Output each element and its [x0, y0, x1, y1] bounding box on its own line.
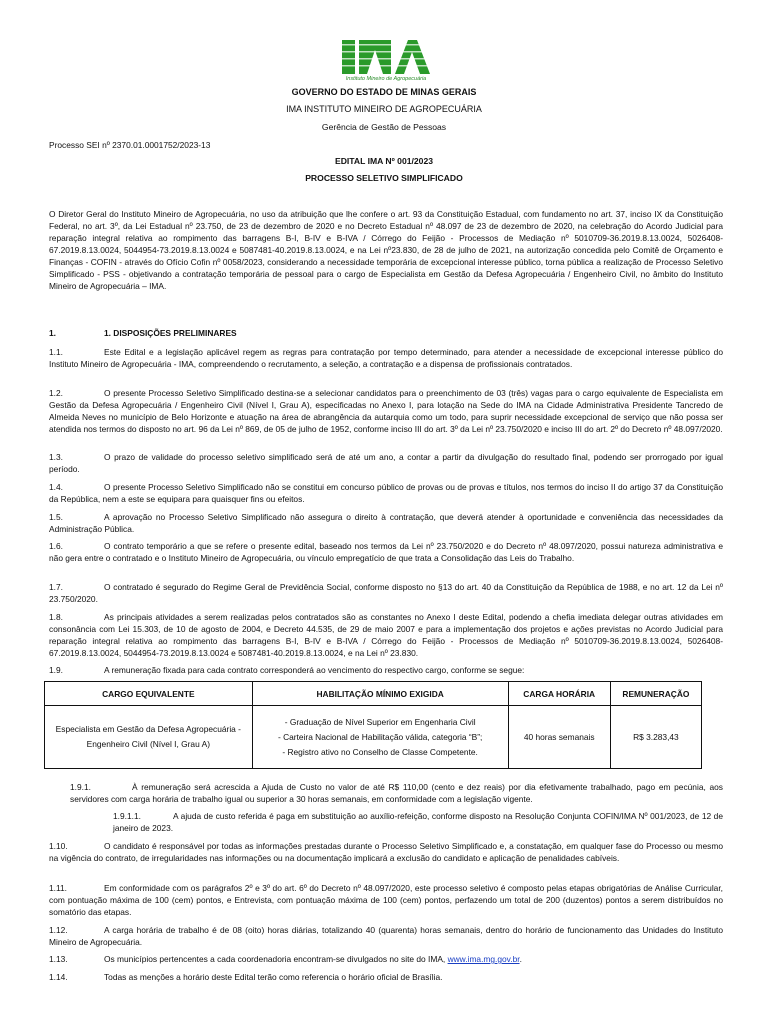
item-text: A carga horária de trabalho é de 08 (oito) horas diárias, totalizando 40 (quarenta) horas semanais, dentro do horário de funcionamento das Unidades do Instituto Mineiro de Agropecuária. [49, 925, 723, 947]
requirement-2: - Carteira Nacional de Habilitação válida, categoria “B”; [277, 731, 483, 742]
item-1-8 [49, 611, 723, 659]
table-header-carga: CARGA HORÁRIA [508, 682, 610, 706]
requirement-1: - Graduação de Nível Superior em Engenharia Civil [284, 716, 476, 727]
requirement-3: - Registro ativo no Conselho de Classe Competente. [282, 746, 478, 757]
item-number: 1.10. [49, 841, 68, 851]
item-text: A ajuda de custo referida é paga em substituição ao auxílio-refeição, conforme disposto na Resolução Conjunta COFIN/IMA Nº 001/2023, de 12 de janeiro de 2023. [113, 811, 723, 833]
item-1-5 [49, 511, 723, 535]
item-number: 1.9.1. [70, 782, 91, 792]
item-number: 1.1. [49, 347, 63, 357]
item-1-6 [49, 540, 723, 564]
item-text: A remuneração fixada para cada contrato corresponderá ao vencimento do respectivo cargo, conforme se segue: [104, 665, 525, 675]
item-end: . [519, 954, 522, 964]
table-header-cargo: CARGO EQUIVALENTE [45, 682, 253, 706]
table-row [45, 706, 702, 769]
item-number: 1.4. [49, 482, 63, 492]
item-text: A aprovação no Processo Seletivo Simplificado não assegura o direito à contratação, que deverá atender à oportunidade e conveniência das necessidades da Administração Pública. [49, 512, 723, 534]
header-government: GOVERNO DO ESTADO DE MINAS GERAIS [291, 87, 477, 97]
edital-subtitle: PROCESSO SELETIVO SIMPLIFICADO [305, 173, 463, 183]
ima-logo [340, 38, 432, 86]
item-number: 1.14. [49, 972, 68, 982]
item-1-14 [49, 971, 723, 983]
item-number: 1.8. [49, 612, 63, 622]
item-1-9-1-1 [113, 810, 723, 834]
intro-paragraph: O Diretor Geral do Instituto Mineiro de Agropecuária, no uso da atribuição que lhe confere o art. 93 da Constituição Estadual, com fundamento no art. 37, inciso IX da Constituição Federal, no art. 3º, da Lei Estadual nº 23.750, de 23 de dezembro de 2020 e no Decreto Estadual nº 48.097 de 23 de dezembro de 2020, na celebração do Acordo Judicial para reparação integral relativa ao rompimento das barragens B-I, B-IV e B-IVA / Córrego do Feijão - Processos de Mediação nº 5010709-36.2019.8.13.0024, 5026408-67.2019.8.13.0024, 5044954-73.2019.8.13.0024 e 5087481-40.2019.8.13.0024, e na Lei nº23.830, de 28 de julho de 2021, na autorização concedida pelo Comitê de Orçamento e Finanças - COFIN - através do Ofício Cofin nº 0058/2023, considerando a necessidade temporária de excepcional interesse público, torna pública a realização de Processo Seletivo Simplificado - PSS - objetivando a contratação temporária de pessoal para o cargo de Especialista em Gestão da Defesa Agropecuária / Engenheiro Civil, no âmbito do Instituto Mineiro de Agropecuária – IMA. [49, 209, 723, 291]
item-text: Este Edital e a legislação aplicável regem as regras para contratação por tempo determinado, para atender a necessidade de excepcional interesse público do Instituto Mineiro de Agropecuária - IMA, compreendendo o recrutamento, a seleção, a contratação e a dispensa de profissionais contratados. [49, 347, 723, 369]
item-number: 1.12. [49, 925, 68, 935]
item-number: 1.6. [49, 541, 63, 551]
cell-habilitacao [252, 706, 508, 769]
item-text: O presente Processo Seletivo Simplificado destina-se a selecionar candidatos para o preenchimento de 03 (três) vagas para o cargo equivalente de Especialista em Gestão da Defesa Agropecuária / Engenheiro Civil (Nível I, Grau A), especificadas no Anexo I, para lotação na Sede do IMA na Cidade Administrativa Presidente Tancredo de Almeida Neves no município de Belo Horizonte e atuação na área de abrangência da autarquia como um todo, para suprir necessidade excepcional de serviço que não possa ser atendida nos termos do disposto no art. 96 da Lei nº 869, de 05 de julho de 1952, conforme inciso III do art. 3º da Lei nº 23.750/2020 e inciso III do art. 2º do Decreto nº 48.097/2020. [49, 388, 723, 434]
logo-subtitle: Instituto Mineiro de Agropecuária [345, 76, 427, 82]
item-1-3 [49, 451, 723, 475]
item-text: As principais atividades a serem realizadas pelos contratados são as constantes no Anexo I deste Edital, podendo a chefia imediata delegar outras atividades em consonância com Lei 15.303, de 10 de agosto de 2004, e Decreto 44.535, de 29 de maio 2007 e para a implementação dos projetos e ações previstas no Acordo Judicial para reparação integral relativa ao rompimento das barragens B-I, B-IV e B-IVA / Córrego do Feijão - Processos de Mediação nº 5010709-36.2019.8.13.0024, 5026408-67.2019.8.13.0024, 5044954-73.2019.8.13.0024 e 5087481-40.2019.8.13.0024, e na Lei nº 23.830. [49, 612, 723, 658]
header-institute: IMA INSTITUTO MINEIRO DE AGROPECUÁRIA [286, 104, 482, 114]
section-heading [49, 327, 723, 339]
table-header-remuneracao: REMUNERAÇÃO [610, 682, 701, 706]
item-number: 1.3. [49, 452, 63, 462]
item-number: 1.2. [49, 388, 63, 398]
edital-title: EDITAL IMA Nº 001/2023 [334, 156, 434, 166]
section-number: 1. [49, 328, 56, 338]
cell-carga: 40 horas semanais [508, 706, 610, 769]
process-number: Processo SEI nº 2370.01.0001752/2023-13 [49, 140, 211, 150]
item-1-12 [49, 924, 723, 948]
item-1-4 [49, 481, 723, 505]
item-text: Todas as menções a horário deste Edital terão como referencia o horário oficial de Brasília. [104, 972, 443, 982]
table-header-habilitacao: HABILITAÇÃO MÍNIMO EXIGIDA [252, 682, 508, 706]
item-number: 1.7. [49, 582, 63, 592]
item-text: O candidato é responsável por todas as informações prestadas durante o Processo Seletivo Simplificado e, a constatação, em qualquer fase do Processo ou mesmo na vigência do contrato, de irregularidades nas informações ou na documentação implicará a exclusão do candidato e aplicação de penalidades cabíveis. [49, 841, 723, 863]
item-1-9-1 [70, 781, 723, 805]
item-1-13 [49, 953, 723, 965]
item-number: 1.9.1.1. [113, 811, 141, 821]
item-text: O presente Processo Seletivo Simplificado não se constitui em concurso público de provas ou de provas e títulos, nos termos do inciso II do artigo 37 da Constituição da República, nem a este se equipara para quaisquer fins ou efeitos. [49, 482, 723, 504]
remuneration-table [44, 681, 702, 769]
item-number: 1.9. [49, 665, 63, 675]
item-1-11 [49, 882, 723, 918]
item-text: À remuneração será acrescida a Ajuda de Custo no valor de até R$ 110,00 (cento e dez reais) por dia efetivamente trabalhado, pago em pecúnia, aos servidores com carga horária de trabalho igual ou superior a 30 horas semanais, em conformidade com a legislação vigente. [70, 782, 723, 804]
item-text: Em conformidade com os parágrafos 2º e 3º do art. 6º do Decreto nº 48.097/2020, este processo seletivo é composto pelas etapas obrigatórias de Análise Curricular, com pontuação máxima de 100 (cem) pontos, e Entrevista, com pontuação máxima de 100 (cem) pontos, perfazendo um total de 200 (duzentos) pontos a serem distribuídos no somatório das etapas. [49, 883, 723, 917]
table-header-row [45, 682, 702, 706]
item-number: 1.5. [49, 512, 63, 522]
item-1-1 [49, 346, 723, 370]
ima-logo-icon [340, 38, 432, 76]
item-1-7 [49, 581, 723, 605]
ima-website-link[interactable]: www.ima.mg.gov.br [447, 954, 520, 964]
item-number: 1.11. [49, 883, 68, 893]
item-text: O contratado é segurado do Regime Geral de Previdência Social, conforme disposto no §13 do art. 40 da Constituição da República de 1988, e no art. 12 da Lei nº 23.750/2020. [49, 582, 723, 604]
header-department: Gerência de Gestão de Pessoas [321, 122, 447, 132]
item-number: 1.13. [49, 954, 68, 964]
item-text: O contrato temporário a que se refere o presente edital, baseado nos termos da Lei nº 23.750/2020 e do Decreto nº 48.097/2020, possui natureza administrativa e não gera entre o contratado e o Instituto Mineiro de Agropecuária, ou vínculo empregatício de que trata a Consolidação das Leis do Trabalho. [49, 541, 723, 563]
section-title: 1. DISPOSIÇÕES PRELIMINARES [104, 328, 237, 338]
item-1-10 [49, 840, 723, 864]
item-1-2 [49, 387, 723, 435]
cell-cargo: Especialista em Gestão da Defesa Agropecuária - Engenheiro Civil (Nível I, Grau A) [45, 706, 253, 769]
item-text: O prazo de validade do processo seletivo simplificado será de até um ano, a contar a partir da divulgação do resultado final, podendo ser prorrogado por igual período. [49, 452, 723, 474]
item-text: Os municípios pertencentes a cada coordenadoria encontram-se divulgados no site do IMA, [104, 954, 446, 964]
cell-remuneracao: R$ 3.283,43 [610, 706, 701, 769]
item-1-9 [49, 664, 723, 676]
